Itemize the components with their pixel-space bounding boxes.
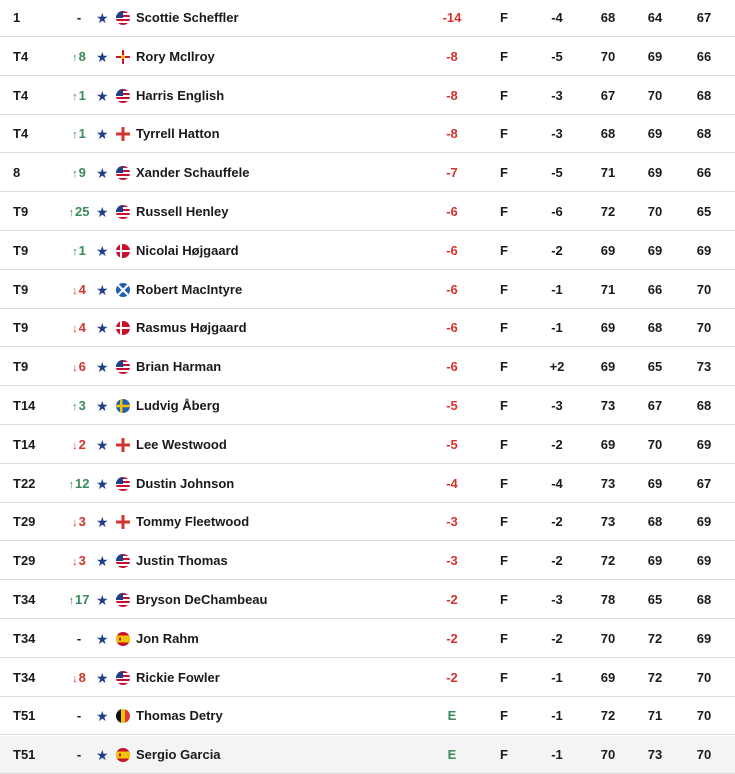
- today-score: -6: [551, 204, 563, 219]
- position: T4: [13, 48, 29, 64]
- position-change-value: 1: [78, 126, 86, 142]
- position-change-value: 1: [78, 87, 86, 103]
- star-icon[interactable]: ★: [96, 126, 109, 143]
- usa-flag-icon: [116, 554, 130, 568]
- player-name[interactable]: Rickie Fowler: [136, 669, 220, 685]
- round-2-score: 70: [647, 436, 663, 452]
- total-to-par: -14: [442, 10, 462, 25]
- round-1-score: 73: [600, 398, 616, 413]
- position-change: [64, 659, 94, 697]
- arrow-up-icon: ↑: [72, 90, 78, 103]
- round-3-score: 70: [696, 320, 712, 336]
- thru: F: [500, 359, 508, 375]
- round-2-score: 69: [647, 126, 663, 142]
- player-name[interactable]: Rory McIlroy: [136, 48, 215, 64]
- position: T9: [13, 359, 29, 375]
- round-1-score: 67: [600, 87, 616, 103]
- table-row[interactable]: [0, 309, 735, 347]
- thru: F: [500, 747, 508, 763]
- today-score: -2: [551, 630, 563, 646]
- table-row[interactable]: [0, 271, 735, 309]
- table-row[interactable]: [0, 115, 735, 153]
- round-3-score: 65: [696, 204, 712, 219]
- round-1-score: 71: [600, 165, 616, 181]
- thru: F: [500, 242, 508, 258]
- round-2-score: 70: [647, 87, 663, 103]
- player-name[interactable]: Rasmus Højgaard: [136, 320, 247, 336]
- round-3-score: 70: [696, 669, 712, 685]
- arrow-up-icon: ↑: [72, 51, 78, 64]
- thru: F: [500, 553, 508, 569]
- star-icon[interactable]: ★: [96, 359, 109, 376]
- today-score: -2: [551, 514, 563, 530]
- position-change-value: 4: [78, 320, 86, 336]
- position: T4: [13, 126, 29, 142]
- thru: F: [500, 204, 508, 219]
- position-change: [64, 697, 94, 735]
- thru: F: [500, 320, 508, 336]
- usa-flag-icon: [116, 166, 130, 180]
- today-score: -3: [551, 87, 563, 103]
- star-icon[interactable]: ★: [96, 630, 109, 647]
- arrow-up-icon: ↑: [72, 401, 78, 413]
- table-row[interactable]: [0, 0, 735, 37]
- table-row[interactable]: [0, 348, 735, 386]
- thru: F: [500, 87, 508, 103]
- round-2-score: 72: [647, 669, 663, 685]
- position-change-value: 4: [78, 281, 86, 297]
- round-2-score: 72: [647, 630, 663, 646]
- star-icon[interactable]: ★: [96, 708, 109, 725]
- swe-flag-icon: [116, 399, 130, 413]
- total-to-par: E: [447, 708, 457, 724]
- today-score: -1: [551, 281, 563, 297]
- usa-flag-icon: [116, 671, 130, 685]
- table-row[interactable]: [0, 697, 735, 735]
- total-to-par: -6: [446, 359, 458, 375]
- star-icon[interactable]: ★: [96, 669, 109, 686]
- table-row[interactable]: [0, 426, 735, 464]
- position-change-value: 1: [78, 242, 86, 258]
- player-name[interactable]: Russell Henley: [136, 204, 229, 219]
- total-to-par: -5: [446, 398, 458, 413]
- position-change-value: 8: [78, 669, 86, 685]
- round-3-score: 66: [696, 48, 712, 64]
- star-icon[interactable]: ★: [96, 10, 109, 26]
- round-1-score: 72: [600, 204, 616, 219]
- table-row[interactable]: [0, 542, 735, 580]
- total-to-par: E: [447, 747, 457, 763]
- round-1-score: 68: [600, 10, 616, 25]
- thru: F: [500, 669, 508, 685]
- position-change: [64, 309, 94, 347]
- round-1-score: 72: [600, 553, 616, 569]
- position-change: [64, 426, 94, 464]
- usa-flag-icon: [116, 593, 130, 607]
- round-2-score: 69: [647, 475, 663, 491]
- player-name[interactable]: Brian Harman: [136, 359, 222, 375]
- position: T4: [13, 87, 29, 103]
- round-1-score: 72: [600, 708, 616, 724]
- today-score: -5: [551, 165, 563, 181]
- usa-flag-icon: [116, 89, 130, 103]
- round-3-score: 69: [696, 553, 712, 569]
- arrow-up-icon: ↑: [72, 245, 78, 258]
- position: T9: [13, 281, 29, 297]
- star-icon[interactable]: ★: [96, 747, 109, 764]
- today-score: -1: [551, 747, 563, 763]
- esp-flag-icon: [116, 748, 130, 762]
- esp-flag-icon: [116, 632, 130, 646]
- round-1-score: 70: [600, 747, 616, 763]
- position-change-value: 6: [78, 359, 86, 375]
- round-1-score: 69: [600, 436, 616, 452]
- star-icon[interactable]: ★: [96, 514, 109, 531]
- position-change: [64, 736, 94, 774]
- position: T22: [13, 475, 36, 491]
- round-2-score: 70: [647, 204, 663, 219]
- den-flag-icon: [116, 321, 130, 335]
- position-change-value: 12: [75, 475, 90, 491]
- total-to-par: -2: [446, 630, 458, 646]
- position-change: [64, 0, 94, 37]
- position-change: [64, 620, 94, 658]
- arrow-up-icon: ↑: [68, 207, 75, 219]
- total-to-par: -8: [446, 126, 458, 142]
- position-change: [64, 38, 94, 76]
- round-3-score: 68: [696, 592, 712, 607]
- round-3-score: 70: [696, 708, 712, 724]
- round-2-score: 69: [647, 165, 663, 181]
- star-icon[interactable]: ★: [96, 320, 109, 337]
- thru: F: [500, 398, 508, 413]
- usa-flag-icon: [116, 205, 130, 219]
- position-change: [64, 271, 94, 309]
- position-change-value: -: [76, 747, 82, 763]
- position: T14: [13, 436, 36, 452]
- position-change-value: 25: [75, 204, 90, 219]
- thru: F: [500, 48, 508, 64]
- round-1-score: 73: [600, 514, 616, 530]
- position: T9: [13, 320, 29, 336]
- sco-flag-icon: [116, 283, 130, 297]
- star-icon[interactable]: ★: [96, 281, 109, 298]
- position-change-value: 17: [75, 592, 90, 607]
- table-row[interactable]: [0, 38, 735, 76]
- round-2-score: 69: [647, 553, 663, 569]
- round-2-score: 69: [647, 48, 663, 64]
- position: T9: [13, 204, 29, 219]
- player-name[interactable]: Nicolai Højgaard: [136, 242, 239, 258]
- position-change-value: 3: [78, 514, 86, 530]
- round-3-score: 67: [696, 10, 712, 25]
- total-to-par: -3: [446, 553, 458, 569]
- star-icon[interactable]: ★: [96, 87, 109, 104]
- player-name[interactable]: Tommy Fleetwood: [136, 514, 250, 530]
- arrow-up-icon: ↑: [72, 129, 78, 142]
- round-1-score: 70: [600, 630, 616, 646]
- round-3-score: 68: [696, 398, 712, 413]
- round-3-score: 69: [696, 242, 712, 258]
- star-icon[interactable]: ★: [96, 592, 109, 608]
- today-score: -3: [551, 126, 563, 142]
- usa-flag-icon: [116, 360, 130, 374]
- position-change: [64, 193, 94, 231]
- thru: F: [500, 10, 508, 25]
- player-name[interactable]: Bryson DeChambeau: [136, 592, 268, 607]
- thru: F: [500, 708, 508, 724]
- arrow-down-icon: ↓: [72, 517, 78, 530]
- today-score: +2: [549, 359, 565, 375]
- thru: F: [500, 126, 508, 142]
- position-change: [64, 115, 94, 153]
- arrow-up-icon: ↑: [72, 168, 78, 181]
- thru: F: [500, 514, 508, 530]
- today-score: -1: [551, 669, 563, 685]
- position-change-value: 9: [78, 165, 86, 181]
- round-2-score: 64: [647, 10, 663, 25]
- total-to-par: -7: [446, 165, 458, 181]
- today-score: -1: [551, 708, 563, 724]
- round-1-score: 69: [600, 242, 616, 258]
- today-score: -2: [551, 242, 563, 258]
- total-to-par: -4: [446, 475, 458, 491]
- player-name[interactable]: Xander Schauffele: [136, 165, 250, 181]
- player-name[interactable]: Jon Rahm: [136, 630, 199, 646]
- den-flag-icon: [116, 244, 130, 258]
- today-score: -4: [551, 10, 563, 25]
- round-2-score: 69: [647, 242, 663, 258]
- player-name[interactable]: Tyrrell Hatton: [136, 126, 220, 142]
- round-2-score: 68: [647, 320, 663, 336]
- round-3-score: 69: [696, 630, 712, 646]
- table-row[interactable]: [0, 154, 735, 192]
- table-row[interactable]: [0, 736, 735, 774]
- round-1-score: 68: [600, 126, 616, 142]
- total-to-par: -6: [446, 281, 458, 297]
- arrow-down-icon: ↓: [72, 672, 78, 685]
- round-2-score: 67: [647, 398, 663, 413]
- round-2-score: 71: [647, 708, 663, 724]
- position-change: [64, 465, 94, 503]
- arrow-down-icon: ↓: [72, 323, 78, 336]
- table-row[interactable]: [0, 465, 735, 503]
- eng-flag-icon: [116, 127, 130, 141]
- arrow-down-icon: ↓: [72, 362, 78, 375]
- eng-flag-icon: [116, 515, 130, 529]
- thru: F: [500, 630, 508, 646]
- today-score: -5: [551, 48, 563, 64]
- today-score: -1: [551, 320, 563, 336]
- round-1-score: 78: [600, 592, 616, 607]
- total-to-par: -5: [446, 436, 458, 452]
- round-2-score: 65: [647, 592, 663, 607]
- position-change: [64, 232, 94, 270]
- round-2-score: 66: [647, 281, 663, 297]
- thru: F: [500, 165, 508, 181]
- table-row[interactable]: [0, 581, 735, 619]
- total-to-par: -8: [446, 48, 458, 64]
- position: 1: [13, 10, 21, 25]
- round-1-score: 69: [600, 320, 616, 336]
- position-change-value: 3: [78, 553, 86, 569]
- round-3-score: 68: [696, 126, 712, 142]
- star-icon[interactable]: ★: [96, 165, 109, 182]
- position: T14: [13, 398, 36, 413]
- today-score: -4: [551, 475, 563, 491]
- player-name[interactable]: Thomas Detry: [136, 708, 223, 724]
- position-change-value: 2: [78, 436, 86, 452]
- today-score: -2: [551, 553, 563, 569]
- round-1-score: 70: [600, 48, 616, 64]
- round-3-score: 68: [696, 87, 712, 103]
- round-1-score: 71: [600, 281, 616, 297]
- position: T34: [13, 592, 36, 607]
- position-change-value: -: [76, 10, 82, 25]
- position-change: [64, 348, 94, 386]
- round-3-score: 69: [696, 436, 712, 452]
- round-3-score: 69: [696, 514, 712, 530]
- position-change: [64, 503, 94, 541]
- table-row[interactable]: [0, 232, 735, 270]
- thru: F: [500, 436, 508, 452]
- table-row[interactable]: [0, 77, 735, 115]
- total-to-par: -2: [446, 669, 458, 685]
- table-row[interactable]: [0, 659, 735, 697]
- round-1-score: 73: [600, 475, 616, 491]
- position-change: [64, 387, 94, 425]
- position: T34: [13, 669, 36, 685]
- position-change-value: 8: [78, 48, 86, 64]
- star-icon[interactable]: ★: [96, 398, 109, 414]
- position: T29: [13, 553, 36, 569]
- star-icon[interactable]: ★: [96, 48, 109, 65]
- arrow-up-icon: ↑: [68, 478, 75, 491]
- total-to-par: -2: [446, 592, 458, 607]
- player-name[interactable]: Dustin Johnson: [136, 475, 235, 491]
- player-name[interactable]: Robert MacIntyre: [136, 281, 243, 297]
- usa-flag-icon: [116, 11, 130, 25]
- today-score: -2: [551, 436, 563, 452]
- position: T51: [13, 708, 36, 724]
- arrow-down-icon: ↓: [72, 284, 78, 297]
- round-1-score: 69: [600, 669, 616, 685]
- total-to-par: -6: [446, 242, 458, 258]
- table-row[interactable]: [0, 503, 735, 541]
- position-change: [64, 154, 94, 192]
- table-row[interactable]: [0, 620, 735, 658]
- star-icon[interactable]: ★: [96, 204, 109, 220]
- today-score: -3: [551, 592, 563, 607]
- position-change-value: -: [76, 630, 82, 646]
- arrow-down-icon: ↓: [72, 439, 78, 452]
- star-icon[interactable]: ★: [96, 436, 109, 453]
- position-change: [64, 581, 94, 619]
- player-name[interactable]: Lee Westwood: [136, 436, 227, 452]
- arrow-up-icon: ↑: [68, 595, 75, 607]
- position: T34: [13, 630, 36, 646]
- table-row[interactable]: [0, 193, 735, 231]
- position: T29: [13, 514, 36, 530]
- thru: F: [500, 281, 508, 297]
- star-icon[interactable]: ★: [96, 553, 109, 570]
- position-change: [64, 77, 94, 115]
- round-3-score: 70: [696, 747, 712, 763]
- total-to-par: -8: [446, 87, 458, 103]
- round-1-score: 69: [600, 359, 616, 375]
- round-3-score: 67: [696, 475, 712, 491]
- round-2-score: 73: [647, 747, 663, 763]
- position: T9: [13, 242, 29, 258]
- round-3-score: 66: [696, 165, 712, 181]
- star-icon[interactable]: ★: [96, 242, 109, 259]
- total-to-par: -6: [446, 204, 458, 219]
- player-name[interactable]: Sergio Garcia: [136, 747, 221, 763]
- player-name[interactable]: Scottie Scheffler: [136, 10, 239, 25]
- round-3-score: 70: [696, 281, 712, 297]
- player-name[interactable]: Harris English: [136, 87, 225, 103]
- player-name[interactable]: Justin Thomas: [136, 553, 228, 569]
- usa-flag-icon: [116, 477, 130, 491]
- player-name[interactable]: Ludvig Åberg: [136, 398, 220, 413]
- position-change-value: -: [76, 708, 82, 724]
- bel-flag-icon: [116, 709, 130, 723]
- arrow-down-icon: ↓: [72, 556, 78, 569]
- table-row[interactable]: [0, 387, 735, 425]
- thru: F: [500, 592, 508, 607]
- position: T51: [13, 747, 36, 763]
- star-icon[interactable]: ★: [96, 475, 109, 492]
- round-3-score: 73: [696, 359, 712, 375]
- eng-flag-icon: [116, 438, 130, 452]
- position: 8: [13, 165, 21, 181]
- total-to-par: -6: [446, 320, 458, 336]
- total-to-par: -3: [446, 514, 458, 530]
- nir-flag-icon: [116, 50, 130, 64]
- round-2-score: 65: [647, 359, 663, 375]
- thru: F: [500, 475, 508, 491]
- position-change-value: 3: [78, 398, 86, 413]
- round-2-score: 68: [647, 514, 663, 530]
- position-change: [64, 542, 94, 580]
- today-score: -3: [551, 398, 563, 413]
